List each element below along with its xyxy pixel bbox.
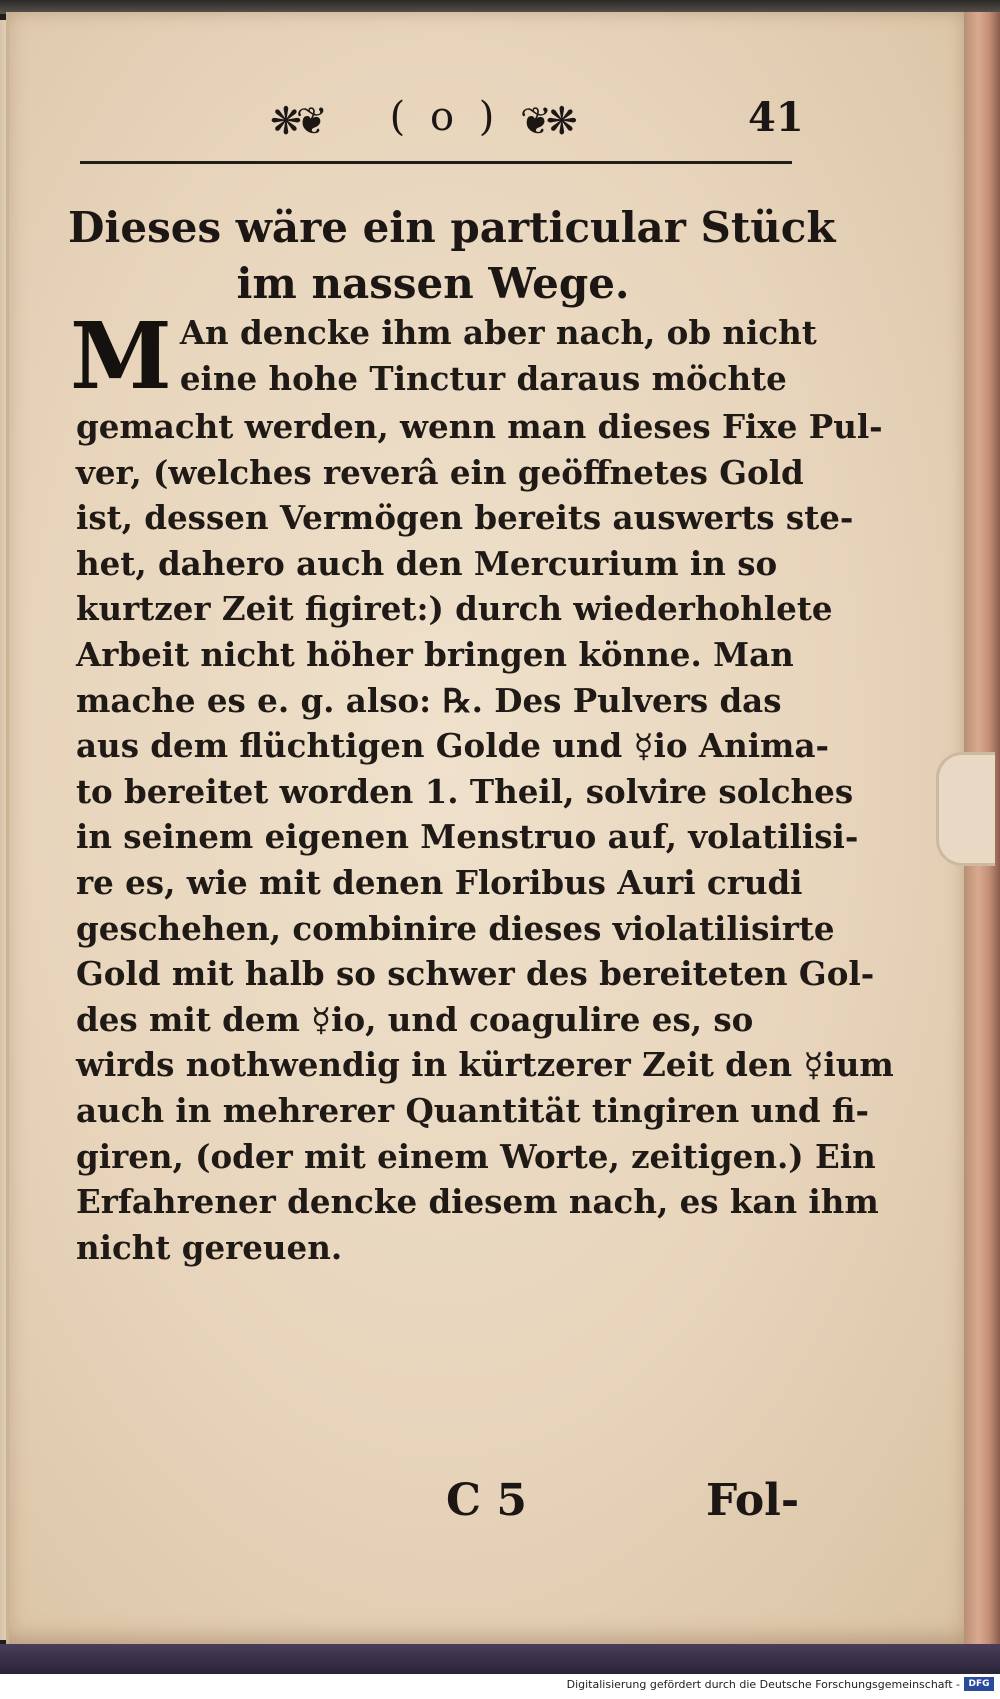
text-line: wirds nothwendig in kürtzerer Zeit den ☿ium [76, 1045, 894, 1085]
footer-credit: Digitalisierung gefördert durch die Deutsche Forschungsgemeinschaft - [566, 1678, 960, 1691]
text-line: aus dem flüchtigen Golde und ☿io Anima- [76, 726, 829, 766]
dfg-logo: DFG [964, 1677, 994, 1691]
text-line: nicht gereuen. [76, 1227, 343, 1267]
text-line: Erfahrener dencke diesem nach, es kan ihm [76, 1182, 879, 1222]
text-line: to bereitet worden 1. Theil, solvire solches [76, 771, 854, 811]
page-tab [936, 752, 995, 866]
text-line: gemacht werden, wenn man dieses Fixe Pul- [76, 407, 883, 446]
text-line: ver, (welches reverâ ein geöffnetes Gold [76, 452, 804, 492]
header-rule [80, 161, 792, 164]
page-number: 41 [748, 94, 804, 141]
book-bottom-edge [0, 1644, 1000, 1674]
ornament-left-icon: ❋❦ [270, 99, 322, 143]
section-title [68, 200, 836, 312]
title-line: im nassen Wege. [236, 259, 630, 308]
header-center-mark: ( o ) [389, 94, 501, 140]
text-line: ist, dessen Vermögen bereits auswerts ste- [76, 498, 854, 538]
body-paragraph [70, 302, 894, 1270]
text-line: giren, (oder mit einem Worte, zeitigen.) Ein [76, 1136, 876, 1176]
text-line: mache es e. g. also: ℞. Des Pulvers das [76, 680, 782, 720]
catchword: Fol- [706, 1475, 800, 1526]
text-line: re es, wie mit denen Floribus Auri crudi [76, 862, 803, 902]
ornament-right-icon: ❦❋ [520, 99, 572, 143]
drop-cap: M [70, 302, 172, 410]
text-line: des mit dem ☿io, und coagulire es, so [76, 999, 754, 1039]
title-line: Dieses wäre ein particular Stück [68, 203, 836, 252]
text-line: An dencke ihm aber nach, ob nicht [179, 313, 817, 352]
running-header [80, 92, 804, 152]
signature-mark: C 5 [446, 1475, 527, 1526]
text-line: auch in mehrerer Quantität tingiren und fi- [76, 1090, 870, 1130]
text-line: kurtzer Zeit figiret:) durch wiederhohlete [76, 589, 833, 629]
text-line: het, dahero auch den Mercurium in so [76, 543, 778, 583]
text-line: eine hohe Tinctur daraus möchte [179, 358, 787, 398]
text-line: Arbeit nicht höher bringen könne. Man [76, 634, 794, 674]
text-line: geschehen, combinire dieses violatilisirte [76, 908, 835, 948]
text-line: Gold mit halb so schwer des bereiteten Gol- [76, 954, 875, 994]
text-line: in seinem eigenen Menstruo auf, volatilisi- [76, 817, 859, 857]
